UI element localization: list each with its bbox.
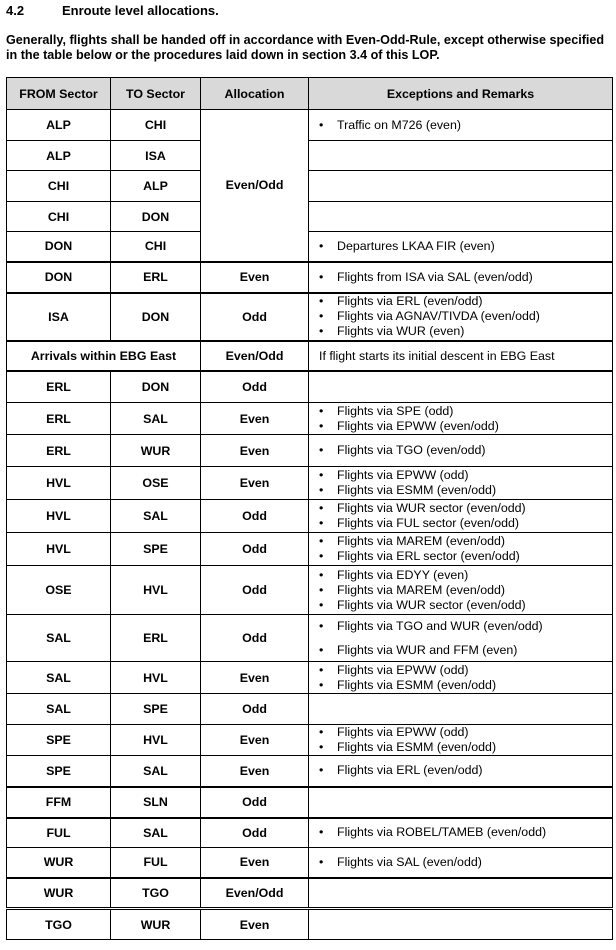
remark-item: • Flights via MAREM (even/odd) [319, 583, 612, 598]
cell-allocation: Even [201, 756, 309, 787]
remark-item: • Flights via ERL (even/odd) [319, 763, 612, 778]
cell-to-sector: OSE [111, 467, 201, 500]
cell-allocation: Even/Odd [201, 110, 309, 262]
cell-allocation: Odd [201, 818, 309, 848]
remark-item: • Flights via EPWW (even/odd) [319, 419, 612, 434]
cell-from-sector: ERL [7, 371, 111, 403]
table-row [7, 615, 613, 662]
table-row [7, 262, 613, 293]
cell-from-sector: ERL [7, 403, 111, 435]
section-number: 4.2 [6, 3, 25, 18]
cell-to-sector: SAL [111, 403, 201, 435]
cell-remarks [309, 403, 613, 435]
cell-to-sector: SPE [111, 533, 201, 566]
remark-item: • Flights via EPWW (odd) [319, 663, 612, 678]
cell-allocation: Odd [201, 293, 309, 341]
cell-allocation: Even [201, 262, 309, 293]
cell-remarks [309, 878, 613, 909]
cell-from-sector: SAL [7, 694, 111, 725]
remark-item: • Flights via ERL sector (even/odd) [319, 549, 612, 564]
remark-item: • Flights via AGNAV/TIVDA (even/odd) [319, 309, 612, 324]
remarks-list [319, 568, 612, 613]
table-row [7, 566, 613, 615]
header-to: TO Sector [111, 78, 201, 110]
remark-item: • Flights via SAL (even/odd) [319, 855, 612, 870]
table-row [7, 756, 613, 787]
cell-from-sector: DON [7, 262, 111, 293]
allocation-table [6, 77, 613, 940]
cell-remarks [309, 848, 613, 878]
cell-from-sector: HVL [7, 533, 111, 566]
cell-from-sector: ERL [7, 435, 111, 467]
cell-remarks [309, 787, 613, 818]
remark-item: • Flights via TGO and WUR (even/odd) [319, 619, 612, 634]
table-row [7, 371, 613, 403]
table-row [7, 909, 613, 940]
table-row [7, 403, 613, 435]
table-row [7, 341, 613, 371]
cell-remarks [309, 232, 613, 262]
cell-to-sector: HVL [111, 662, 201, 694]
remark-item: • Flights via FUL sector (even/odd) [319, 516, 612, 531]
remarks-list [319, 763, 612, 778]
table-row [7, 787, 613, 818]
cell-arrivals: Arrivals within EBG East [7, 341, 201, 371]
cell-remarks [309, 909, 613, 940]
cell-to-sector: ERL [111, 615, 201, 662]
remark-item: • Flights via WUR (even) [319, 324, 612, 339]
cell-remarks [309, 662, 613, 694]
cell-allocation: Even [201, 909, 309, 940]
cell-from-sector: CHI [7, 171, 111, 202]
table-row [7, 662, 613, 694]
cell-allocation: Odd [201, 371, 309, 403]
remarks-list [319, 501, 612, 531]
remarks-list [319, 855, 612, 870]
cell-to-sector: CHI [111, 110, 201, 141]
cell-remarks [309, 818, 613, 848]
cell-from-sector: SPE [7, 756, 111, 787]
cell-remarks [309, 435, 613, 467]
remark-item: • Flights via ERL (even/odd) [319, 294, 612, 309]
table-row [7, 141, 613, 171]
cell-allocation: Even [201, 662, 309, 694]
section-heading [6, 3, 219, 18]
cell-to-sector: DON [111, 202, 201, 232]
cell-remarks [309, 500, 613, 533]
table-row [7, 878, 613, 909]
cell-to-sector: WUR [111, 909, 201, 940]
cell-to-sector: DON [111, 371, 201, 403]
cell-remarks [309, 467, 613, 500]
cell-allocation: Odd [201, 694, 309, 725]
cell-to-sector: ERL [111, 262, 201, 293]
cell-remarks [309, 293, 613, 341]
table-row [7, 533, 613, 566]
cell-from-sector: WUR [7, 848, 111, 878]
cell-to-sector: SAL [111, 818, 201, 848]
remarks-list [319, 118, 612, 133]
intro-paragraph: Generally, flights shall be handed off in accordance with Even-Odd-Rule, except otherwise specified in the table below or the procedures laid down in section 3.4 of this LOP. [6, 33, 605, 62]
cell-from-sector: SAL [7, 662, 111, 694]
cell-from-sector: ISA [7, 293, 111, 341]
table-row [7, 818, 613, 848]
table-row [7, 232, 613, 262]
cell-remarks [309, 141, 613, 171]
table-row [7, 694, 613, 725]
cell-to-sector: HVL [111, 566, 201, 615]
cell-from-sector: OSE [7, 566, 111, 615]
cell-remarks [309, 371, 613, 403]
table-body [7, 110, 613, 940]
cell-allocation: Even [201, 848, 309, 878]
remark-item: • Flights via ESMM (even/odd) [319, 678, 612, 693]
cell-remarks [309, 694, 613, 725]
cell-from-sector: ALP [7, 141, 111, 171]
table-row [7, 293, 613, 341]
cell-remarks [309, 171, 613, 202]
cell-allocation: Even/Odd [201, 341, 309, 371]
remark-item: • Traffic on M726 (even) [319, 118, 612, 133]
remark-item: • Flights via MAREM (even/odd) [319, 534, 612, 549]
cell-allocation: Even [201, 725, 309, 756]
remark-item: • Flights via EPWW (odd) [319, 468, 612, 483]
cell-to-sector: ISA [111, 141, 201, 171]
cell-to-sector: SLN [111, 787, 201, 818]
cell-remarks [309, 615, 613, 662]
cell-to-sector: DON [111, 293, 201, 341]
table-header-row [7, 78, 613, 110]
cell-remarks [309, 262, 613, 293]
cell-to-sector: SPE [111, 694, 201, 725]
remarks-list [319, 534, 612, 564]
cell-to-sector: CHI [111, 232, 201, 262]
cell-from-sector: CHI [7, 202, 111, 232]
cell-allocation: Even [201, 467, 309, 500]
cell-allocation: Odd [201, 787, 309, 818]
remark-item: • Flights via EDYY (even) [319, 568, 612, 583]
cell-allocation: Even/Odd [201, 878, 309, 909]
header-allocation: Allocation [201, 78, 309, 110]
cell-from-sector: TGO [7, 909, 111, 940]
cell-from-sector: SAL [7, 615, 111, 662]
cell-allocation: Odd [201, 500, 309, 533]
remark-item: • Flights via SPE (odd) [319, 404, 612, 419]
cell-to-sector: HVL [111, 725, 201, 756]
remarks-list [319, 239, 612, 254]
remarks-list [319, 825, 612, 840]
table-row [7, 725, 613, 756]
cell-remarks [309, 725, 613, 756]
remarks-list [319, 663, 612, 693]
remarks-list [319, 725, 612, 755]
cell-remarks [309, 202, 613, 232]
cell-to-sector: TGO [111, 878, 201, 909]
section-title: Enroute level allocations. [62, 3, 219, 18]
table-row [7, 171, 613, 202]
cell-to-sector: ALP [111, 171, 201, 202]
remarks-list [319, 468, 612, 498]
cell-to-sector: FUL [111, 848, 201, 878]
cell-from-sector: HVL [7, 500, 111, 533]
remark-item: • Flights via ROBEL/TAMEB (even/odd) [319, 825, 612, 840]
remark-item: • Flights via ESMM (even/odd) [319, 740, 612, 755]
cell-from-sector: ALP [7, 110, 111, 141]
header-remarks: Exceptions and Remarks [309, 78, 613, 110]
cell-to-sector: SAL [111, 756, 201, 787]
table-row [7, 500, 613, 533]
cell-to-sector: SAL [111, 500, 201, 533]
cell-remarks [309, 110, 613, 141]
remark-item: • Flights via WUR and FFM (even) [319, 643, 612, 658]
table-row [7, 467, 613, 500]
remark-item: • Departures LKAA FIR (even) [319, 239, 612, 254]
cell-remarks [309, 566, 613, 615]
remark-item: • Flights via EPWW (odd) [319, 725, 612, 740]
remark-item: • Flights via TGO (even/odd) [319, 443, 612, 458]
table-row [7, 202, 613, 232]
remarks-list [319, 404, 612, 434]
cell-allocation: Odd [201, 615, 309, 662]
remark-item: • Flights via WUR sector (even/odd) [319, 501, 612, 516]
remarks-list [319, 619, 612, 658]
cell-allocation: Even [201, 403, 309, 435]
cell-from-sector: FFM [7, 787, 111, 818]
cell-from-sector: HVL [7, 467, 111, 500]
remarks-list [319, 270, 612, 285]
cell-remarks [309, 756, 613, 787]
cell-allocation: Odd [201, 533, 309, 566]
header-from: FROM Sector [7, 78, 111, 110]
cell-from-sector: DON [7, 232, 111, 262]
cell-from-sector: FUL [7, 818, 111, 848]
remark-item: • Flights via WUR sector (even/odd) [319, 598, 612, 613]
table-row [7, 110, 613, 141]
cell-remarks [309, 533, 613, 566]
cell-to-sector: WUR [111, 435, 201, 467]
remark-item: • Flights via ESMM (even/odd) [319, 483, 612, 498]
remarks-list [319, 443, 612, 458]
remark-item: • Flights from ISA via SAL (even/odd) [319, 270, 612, 285]
cell-remarks: If flight starts its initial descent in EBG East [309, 341, 613, 371]
table-row [7, 848, 613, 878]
cell-allocation: Even [201, 435, 309, 467]
remarks-list [319, 294, 612, 339]
cell-from-sector: SPE [7, 725, 111, 756]
table-row [7, 435, 613, 467]
cell-from-sector: WUR [7, 878, 111, 909]
cell-allocation: Odd [201, 566, 309, 615]
